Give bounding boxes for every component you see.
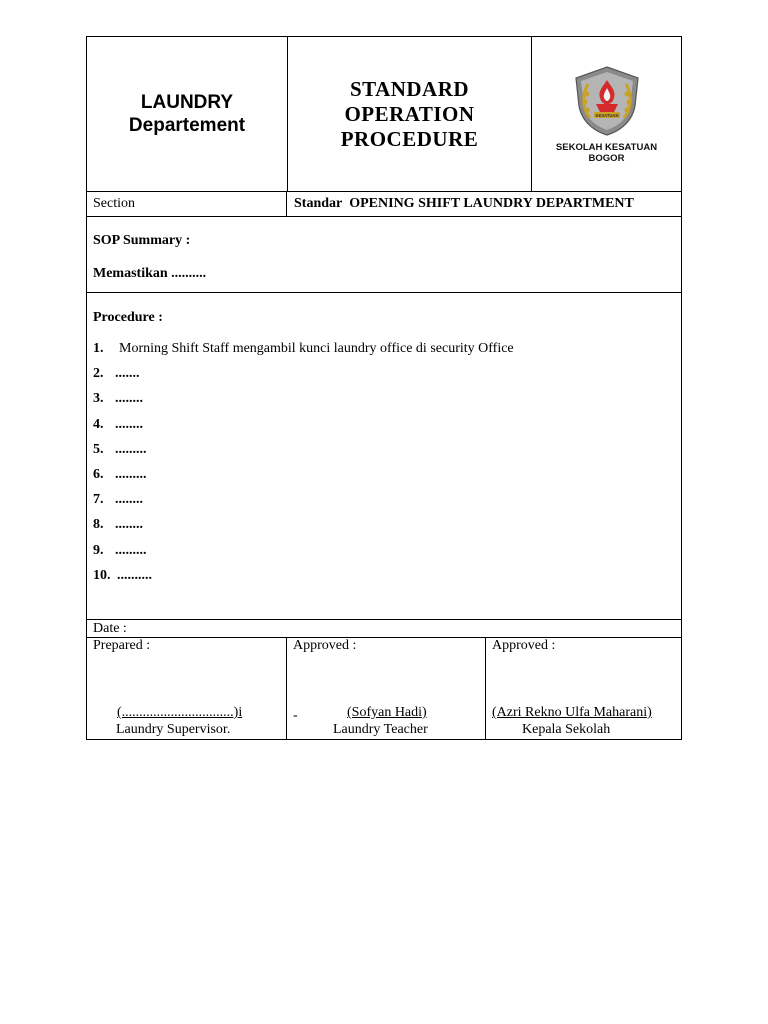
approved-teacher-cell	[287, 638, 486, 739]
procedure-step	[93, 467, 681, 492]
department-cell	[87, 37, 288, 191]
step-text: .........	[115, 441, 147, 457]
step-text: .........	[115, 542, 147, 558]
step-number: 5.	[93, 441, 104, 457]
approved-teacher-name: (Sofyan Hadi)	[347, 705, 427, 720]
procedure-step	[93, 442, 681, 467]
approved-head-cell	[486, 638, 681, 739]
approved-head-label: Approved :	[492, 638, 556, 653]
step-text: .........	[115, 466, 147, 482]
logo-ribbon-text: KESATUAN	[595, 112, 618, 118]
step-number: 9.	[93, 542, 104, 558]
procedure-title: Procedure :	[93, 310, 163, 325]
school-logo-cell	[532, 37, 681, 191]
title-line-3: PROCEDURE	[340, 126, 479, 151]
section-value	[287, 192, 681, 216]
section-label: Section	[87, 192, 287, 216]
step-number: 8.	[93, 517, 104, 533]
prepared-by-cell	[87, 638, 287, 739]
school-name-line-1: SEKOLAH KESATUAN	[555, 142, 658, 153]
procedure-step	[93, 492, 681, 517]
school-name-line-2: BOGOR	[588, 153, 625, 164]
prepared-role: Laundry Supervisor.	[116, 722, 231, 737]
section-row	[87, 192, 681, 217]
procedure-list	[93, 341, 681, 593]
date-label: Date :	[93, 621, 127, 636]
procedure-step	[93, 341, 681, 366]
approved-teacher-label: Approved :	[293, 638, 357, 653]
step-number: 1.	[93, 341, 104, 356]
title-line-1: STANDARD	[349, 76, 470, 101]
form-header	[87, 37, 681, 192]
step-text: .......	[115, 366, 140, 382]
school-logo-icon	[570, 64, 644, 138]
prepared-name-text: (................................)	[117, 705, 239, 720]
summary-text: Memastikan ..........	[93, 266, 207, 281]
section-prefix: Standar	[294, 196, 343, 211]
prepared-name-suffix: i	[238, 705, 243, 720]
step-text: ........	[115, 416, 143, 432]
procedure-step	[93, 417, 681, 442]
step-text: ........	[115, 391, 143, 407]
procedure-step	[93, 366, 681, 391]
procedure-section	[87, 293, 681, 620]
procedure-step	[93, 517, 681, 542]
date-row	[87, 620, 681, 638]
signature-dash: -	[293, 708, 298, 723]
approved-teacher-role: Laundry Teacher	[333, 722, 428, 737]
step-number: 2.	[93, 366, 104, 382]
procedure-step	[93, 543, 681, 568]
step-text: ........	[115, 517, 143, 533]
department-name: LAUNDRY	[140, 92, 234, 113]
approved-head-role: Kepala Sekolah	[522, 722, 611, 737]
step-text: Morning Shift Staff mengambil kunci laundry office di security Office	[119, 341, 514, 356]
prepared-name	[117, 705, 242, 721]
school-name	[556, 142, 657, 164]
step-number: 7.	[93, 492, 104, 508]
signature-row	[87, 638, 681, 739]
prepared-label: Prepared :	[93, 638, 151, 653]
step-number: 10.	[93, 567, 111, 583]
step-text: ........	[115, 492, 143, 508]
step-text: ..........	[117, 567, 152, 583]
sop-summary	[87, 217, 681, 293]
sop-form	[86, 36, 682, 740]
procedure-step	[93, 568, 681, 593]
summary-title: SOP Summary :	[93, 233, 191, 248]
document-title	[288, 37, 532, 191]
approved-head-name: (Azri Rekno Ulfa Maharani)	[492, 705, 652, 720]
procedure-step	[93, 391, 681, 416]
title-line-2: OPERATION	[344, 101, 475, 126]
department-subtitle: Departement	[128, 115, 246, 136]
step-number: 4.	[93, 416, 104, 432]
step-number: 3.	[93, 391, 104, 407]
section-title: OPENING SHIFT LAUNDRY DEPARTMENT	[349, 196, 634, 211]
step-number: 6.	[93, 466, 104, 482]
